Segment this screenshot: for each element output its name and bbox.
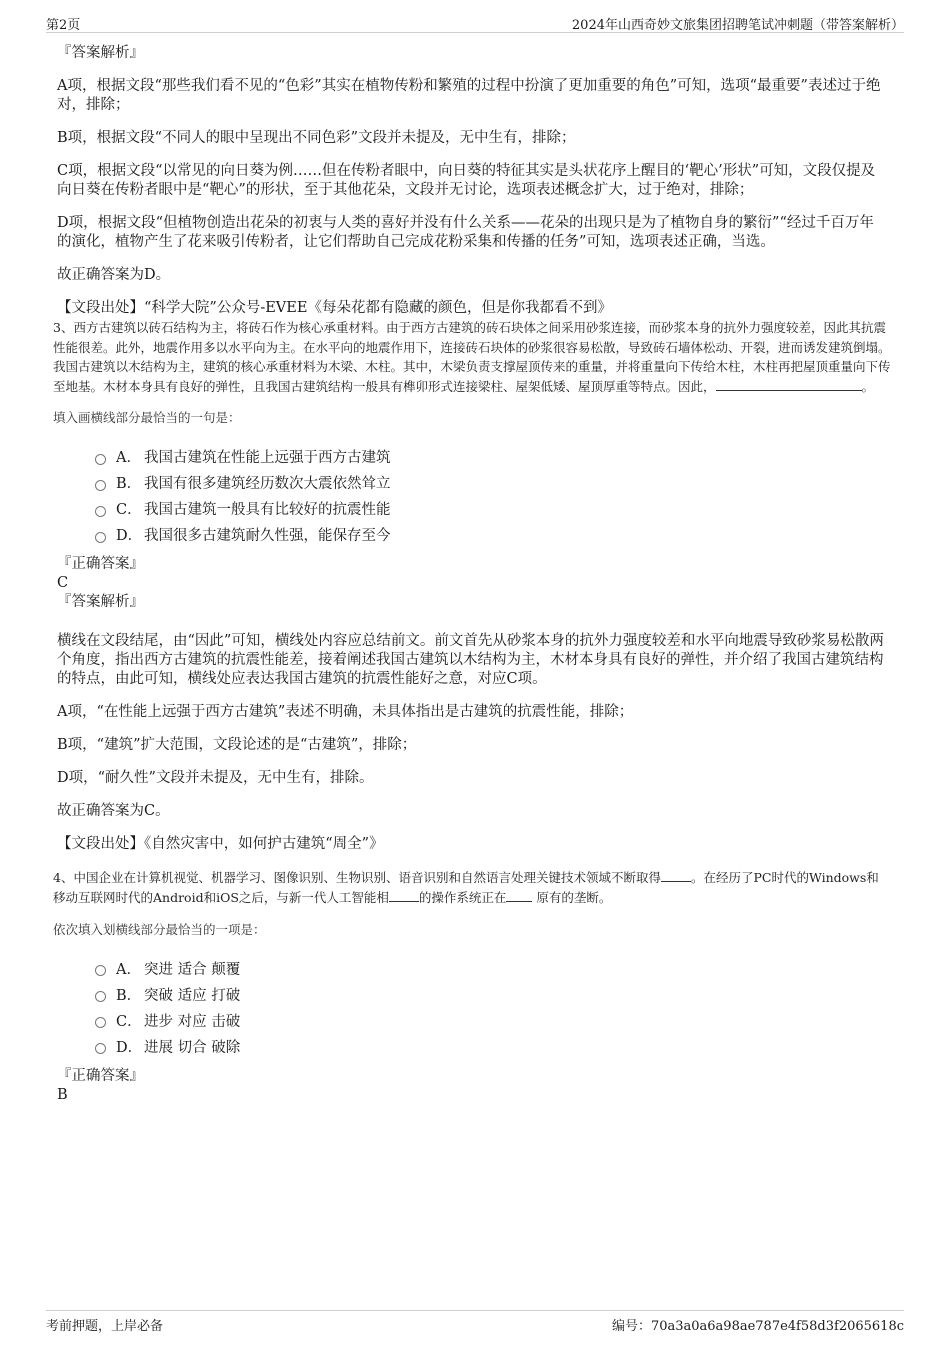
q3-stem: [53, 318, 891, 396]
q4-blank: [506, 888, 532, 902]
footer-slogan: 考前押题，上岸必备: [46, 1319, 164, 1334]
page-number: 第2页: [46, 18, 81, 33]
q4-stem: [53, 868, 891, 907]
radio-icon[interactable]: [95, 532, 106, 543]
q2-conclusion: 故正确答案为D。: [57, 267, 171, 283]
q3-blank: [716, 377, 862, 391]
q3-analysis-para: A项，“在性能上远强于西方古建筑”表述不明确，未具体指出是古建筑的抗震性能，排除；: [57, 704, 634, 721]
q4-text: 原有的垄断。: [536, 889, 612, 905]
q4-options: [95, 957, 887, 1061]
q4-answer: B: [57, 1086, 68, 1103]
q3-options: [95, 445, 887, 549]
q4-blank: [389, 888, 419, 902]
q2-analysis-para: A项，根据文段“那些我们看不见的“色彩”其实在植物传粉和繁殖的过程中扮演了更加重要的角色”可知，选项“最重要”表述过于绝对，排除；: [57, 78, 881, 113]
q3-option-d[interactable]: D． 我国很多古建筑耐久性强，能保存至今: [95, 523, 887, 549]
radio-icon[interactable]: [95, 1043, 106, 1054]
q3-analysis-para: 横线在文段结尾，由“因此”可知，横线处内容应总结前文。前文首先从砂浆本身的抗外力强度较差和水平向地震导致砂浆易松散两个角度，指出西方古建筑的抗震性能差，接着阐述我国古建筑以木结构为主，木材本身具有良好的弹性，并介绍了我国古建筑结构的特点，由此可知，横线处应表达我国古建筑的抗震性能好之意，对应C项。: [57, 633, 884, 688]
page-header: [46, 12, 904, 33]
q2-analysis-heading: 『答案解析』: [57, 45, 144, 61]
document-body: [53, 44, 891, 1105]
q3-option-a[interactable]: A． 我国古建筑在性能上远强于西方古建筑: [95, 445, 887, 471]
radio-icon[interactable]: [95, 506, 106, 517]
q4-instruction: 依次填入划横线部分最恰当的一项是：: [53, 921, 266, 937]
q4-blank: [661, 868, 691, 882]
q3-answer: C: [57, 575, 69, 592]
q3-analysis-para: D项，“耐久性”文段并未提及，无中生有，排除。: [57, 770, 374, 787]
q3-option-c[interactable]: C． 我国古建筑一般具有比较好的抗震性能: [95, 497, 887, 523]
q4-text: 的操作系统正在: [418, 889, 507, 905]
document-code: 编号：70a3a0a6a98ae787e4f58d3f2065618c: [611, 1319, 904, 1334]
q3-text-end: 。: [861, 378, 875, 394]
q4-option-c[interactable]: C． 进步 对应 击破: [95, 1009, 887, 1035]
q3-answer-heading: 『正确答案』: [57, 556, 144, 573]
q4-option-a[interactable]: A． 突进 适合 颠覆: [95, 957, 887, 983]
page-footer: [46, 1310, 904, 1333]
radio-icon[interactable]: [95, 454, 106, 465]
q2-source: 【文段出处】“科学大院”公众号-EVEE《每朵花都有隐藏的颜色，但是你我都看不到》: [57, 300, 612, 316]
radio-icon[interactable]: [95, 991, 106, 1002]
q3-source: 【文段出处】《自然灾害中，如何护古建筑“周全”》: [57, 836, 384, 853]
q3-option-b[interactable]: B． 我国有很多建筑经历数次大震依然耸立: [95, 471, 887, 497]
q3-conclusion: 故正确答案为C。: [57, 803, 170, 820]
radio-icon[interactable]: [95, 480, 106, 491]
q3-analysis-heading: 『答案解析』: [57, 594, 144, 611]
q4-answer-heading: 『正确答案』: [57, 1067, 144, 1084]
q2-analysis-para: C项，根据文段“以常见的向日葵为例……但在传粉者眼中，向日葵的特征其实是头状花序上醒目的‘靶心’形状”可知，文段仅提及向日葵在传粉者眼中是“靶心”的形状，至于其他花朵，文段并无讨论，选项表述概念扩大，过于绝对，排除；: [57, 163, 876, 198]
q4-option-d[interactable]: D． 进展 切合 破除: [95, 1035, 887, 1061]
q3-text: 3、西方古建筑以砖石结构为主，将砖石作为核心承重材料。由于西方古建筑的砖石块体之间采用砂浆连接，而砂浆本身的抗外力强度较差，因此其抗震性能很差。此外，地震作用多以水平向为主。在水平向的地震作用下，连接砖石块体的砂浆很容易松散，导致砖石墙体松动、开裂，进而诱发建筑倒塌。我国古建筑以木结构为主，建筑的核心承重材料为木梁、木柱。其中，木梁负责支撑屋顶传来的重量，并将重量向下传给木柱，木柱再把屋顶重量向下传至地基。木材本身具有良好的弹性，且我国古建筑结构一般具有榫卯形式连接梁柱、屋架低矮、屋顶厚重等特点。因此，: [53, 320, 891, 394]
q2-analysis-para: D项，根据文段“但植物创造出花朵的初衷与人类的喜好并没有什么关系——花朵的出现只是为了植物自身的繁衍”“经过千百万年的演化，植物产生了花来吸引传粉者，让它们帮助自己完成花粉采集和传播的任务”可知，选项表述正确，当选。: [57, 215, 874, 250]
q4-text: 。在经历了PC时代的Windows和移动互联网时代的Android和iOS之后，与新一代人工智能相: [53, 870, 879, 905]
q3-instruction: 填入画横线部分最恰当的一句是：: [53, 410, 241, 426]
q4-text: 4、中国企业在计算机视觉、机器学习、图像识别、生物识别、语音识别和自然语言处理关键技术领域不断取得: [53, 870, 661, 886]
q4-option-b[interactable]: B． 突破 适应 打破: [95, 983, 887, 1009]
q3-analysis-para: B项，“建筑”扩大范围，文段论述的是“古建筑”，排除；: [57, 737, 417, 754]
document-title: 2024年山西奇妙文旅集团招聘笔试冲刺题（带答案解析）: [571, 18, 904, 33]
q2-analysis-para: B项，根据文段“不同人的眼中呈现出不同色彩”文段并未提及，无中生有，排除；: [57, 130, 576, 146]
radio-icon[interactable]: [95, 965, 106, 976]
radio-icon[interactable]: [95, 1017, 106, 1028]
